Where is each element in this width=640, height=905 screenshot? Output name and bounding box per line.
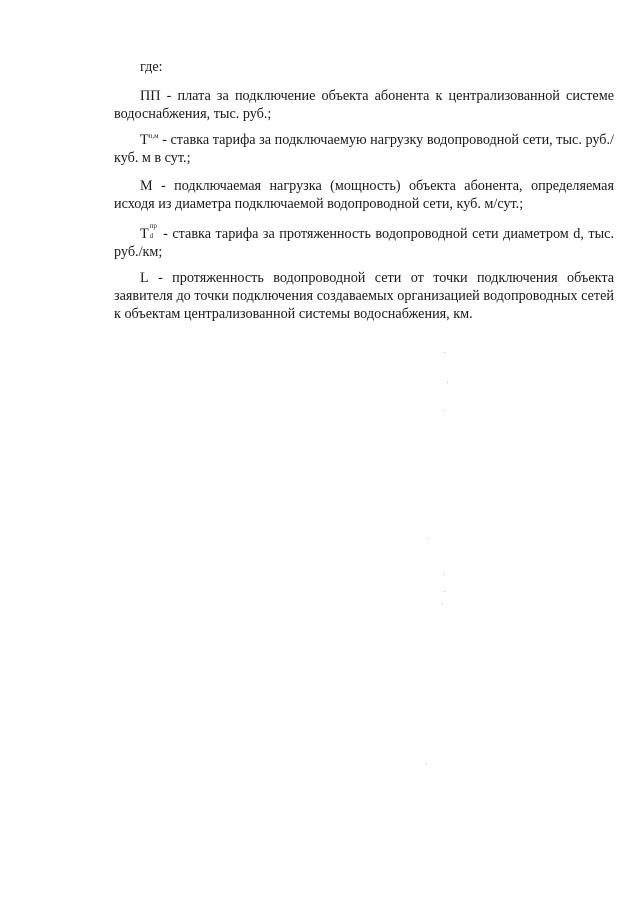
symbol-l: L bbox=[140, 270, 149, 286]
symbol-t-length-subscript: d bbox=[149, 232, 154, 240]
symbol-t-load-superscript: п,м bbox=[148, 132, 159, 140]
scan-speck bbox=[442, 603, 443, 604]
definition-m bbox=[114, 177, 614, 213]
definition-pp bbox=[114, 87, 614, 123]
definition-tariff-load-text: - ставка тарифа за подключаемую нагрузку водопроводной сети, тыс. руб./куб. м в сут.; bbox=[114, 132, 614, 166]
definition-pp-text: - плата за подключение объекта абонента к централизованной системе водоснабжения, тыс. руб.; bbox=[114, 88, 614, 122]
symbol-m: М bbox=[140, 178, 153, 194]
scan-speck bbox=[443, 574, 444, 575]
definition-l bbox=[114, 269, 614, 323]
scan-speck bbox=[444, 591, 445, 592]
definition-m-text: - подключаемая нагрузка (мощность) объекта абонента, определяемая исходя из диаметра подключаемой водопроводной сети, куб. м/сут.; bbox=[114, 178, 614, 212]
scan-speck bbox=[444, 352, 445, 353]
definition-l-text: - протяженность водопроводной сети от точки подключения объекта заявителя до точки подключения создаваемых организацией водопроводных сетей к объектам централизованной системы водоснабжения, км. bbox=[114, 270, 614, 322]
symbol-t-length-indices bbox=[149, 222, 159, 240]
definition-tariff-load bbox=[114, 131, 614, 167]
symbol-t-length: T bbox=[140, 226, 149, 242]
symbol-t-load: T bbox=[140, 132, 149, 148]
definition-tariff-length bbox=[114, 222, 614, 261]
intro-where: где: bbox=[140, 59, 163, 75]
symbol-t-length-superscript: пр bbox=[149, 222, 157, 230]
definition-tariff-length-text: - ставка тарифа за протяженность водопроводной сети диаметром d, тыс. руб./км; bbox=[114, 226, 614, 260]
scan-speck bbox=[447, 382, 448, 383]
scan-speck bbox=[426, 763, 427, 764]
symbol-pp: ПП bbox=[140, 88, 161, 104]
scan-speck bbox=[444, 410, 445, 411]
scan-speck bbox=[427, 538, 428, 539]
